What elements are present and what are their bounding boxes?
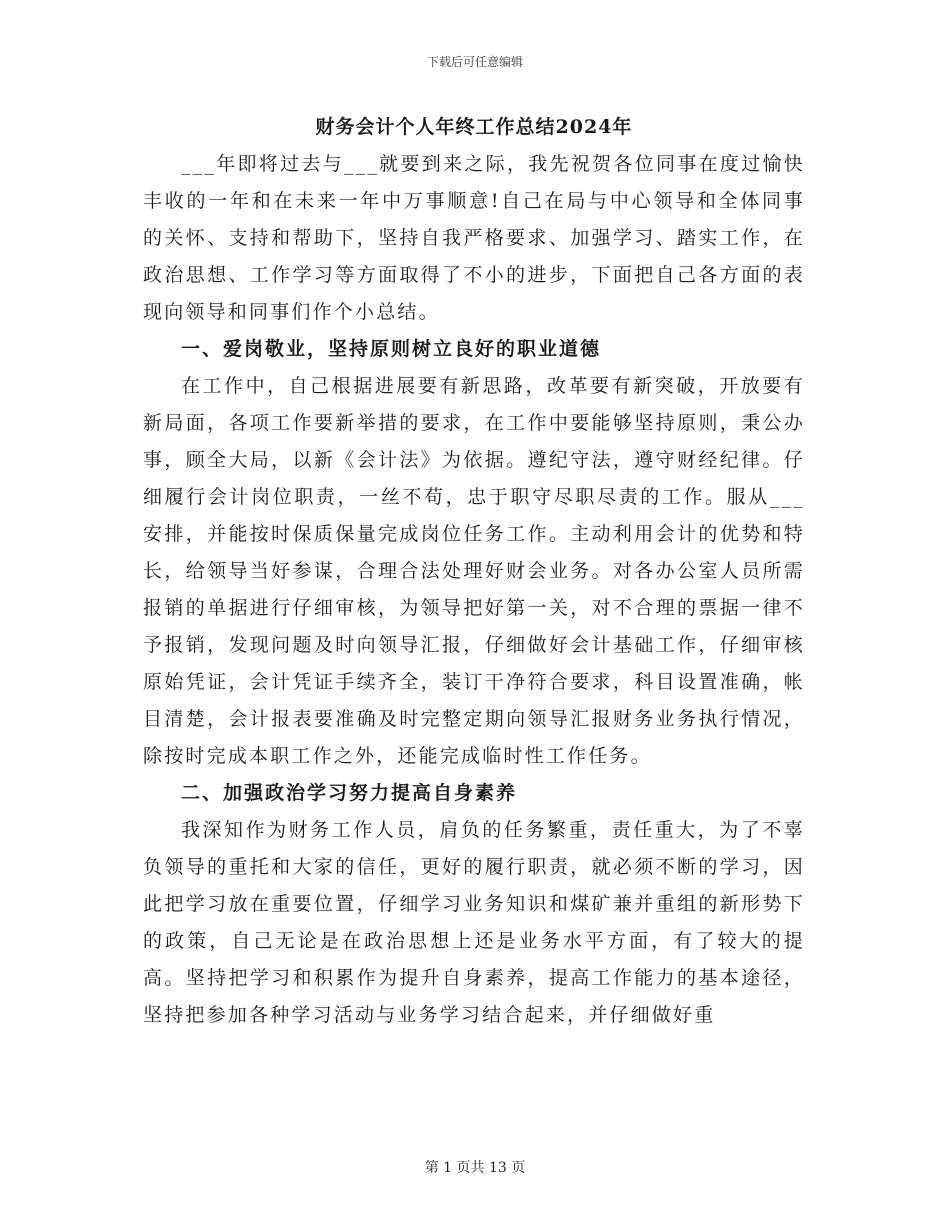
page-number: 第 1 页共 13 页 <box>424 1160 526 1176</box>
section-1-heading: 一、爱岗敬业，坚持原则树立良好的职业道德 <box>181 338 602 360</box>
section-2-paragraph: 我深知作为财务工作人员，肩负的任务繁重，责任重大，为了不辜负领导的重托和大家的信任，更好的履行职责，就必须不断的学习，因此把学习放在重要位置，仔细学习业务知识和煤矿兼并重组的新形势下的政策，自己无论是在政治思想上还是业务水平方面，有了较大的提高。坚持把学习和积累作为提升自身素养，提高工作能力的基本途径，坚持把参加各种学习活动与业务学习结合起来，并仔细做好重 <box>143 819 805 1026</box>
document-body <box>143 108 805 1034</box>
section-1-paragraph: 在工作中，自己根据进展要有新思路，改革要有新突破，开放要有新局面，各项工作要新举措的要求，在工作中要能够坚持原则，秉公办事，顾全大局，以新《会计法》为依据。遵纪守法，遵守财经纪律。仔细履行会计岗位职责，一丝不苟，忠于职守尽职尽责的工作。服从___安排，并能按时保质保量完成岗位任务工作。主动利用会计的优势和特长，给领导当好参谋，合理合法处理好财会业务。对各办公室人员所需报销的单据进行仔细审核，为领导把好第一关，对不合理的票据一律不予报销，发现问题及时向领导汇报，仔细做好会计基础工作，仔细审核原始凭证，会计凭证手续齐全，装订干净符合要求，科目设置准确，帐目清楚，会计报表要准确及时完整定期向领导汇报财务业务执行情况，除按时完成本职工作之外，还能完成临时性工作任务。 <box>143 375 805 767</box>
header-note: 下载后可任意编辑 <box>426 55 523 69</box>
document-title: 财务会计个人年终工作总结2024年 <box>315 116 633 138</box>
section-2-heading: 二、加强政治学习努力提高自身素养 <box>181 782 518 804</box>
intro-paragraph: ___年即将过去与___就要到来之际，我先祝贺各位同事在度过愉快丰收的一年和在未来一年中万事顺意!自己在局与中心领导和全体同事的关怀、支持和帮助下，坚持自我严格要求、加强学习、踏实工作，在政治思想、工作学习等方面取得了不小的进步，下面把自己各方面的表现向领导和同事们作个小总结。 <box>143 153 805 323</box>
